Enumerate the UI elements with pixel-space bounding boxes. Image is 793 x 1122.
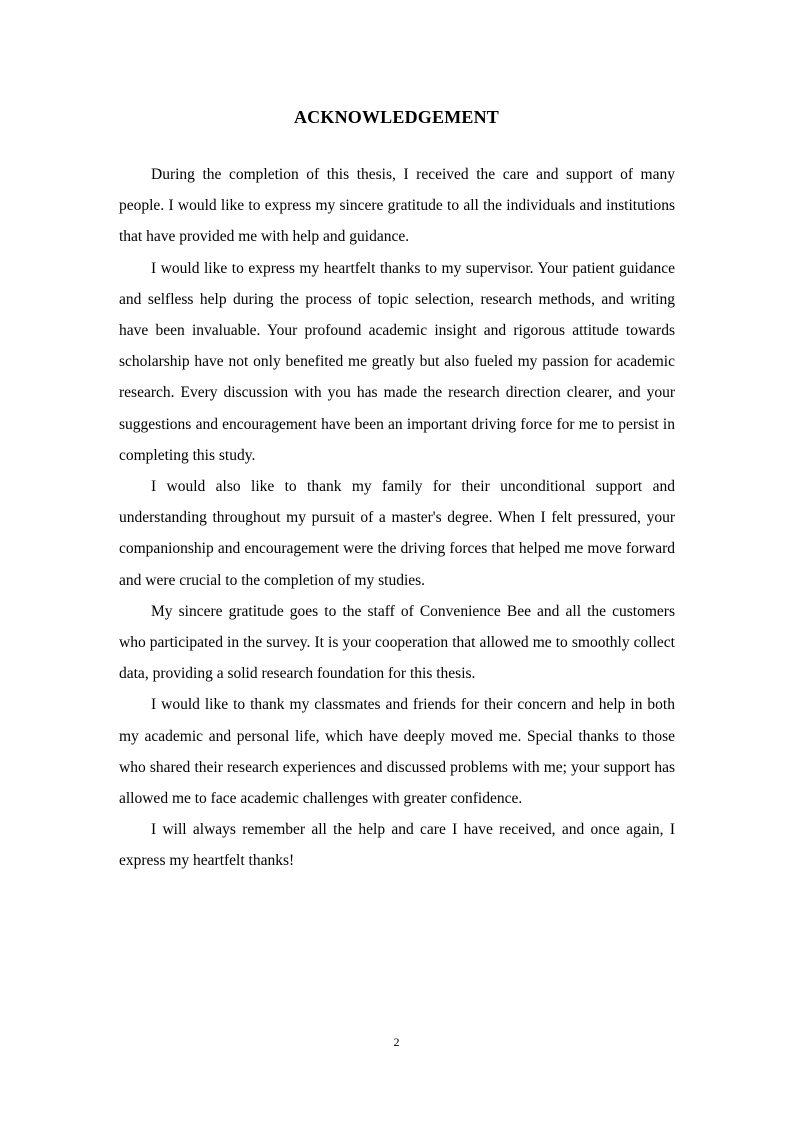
page-title: ACKNOWLEDGEMENT <box>293 107 500 127</box>
paragraph-4: My sincere gratitude goes to the staff of Convenience Bee and all the customers who participated in the survey. It is your cooperation that allowed me to smoothly collect data, providing a solid research foundation for this thesis. <box>119 602 675 683</box>
paragraph-2: I would like to express my heartfelt thanks to my supervisor. Your patient guidance and selfless help during the process of topic selection, research methods, and writing have been invaluable. Your profound academic insight and rigorous attitude towards scholarship have not only benefited me greatly but also fueled my passion for academic research. Every discussion with you has made the research direction clearer, and your suggestions and encouragement have been an important driving force for me to persist in completing this study. <box>119 259 675 464</box>
paragraph-3: I would also like to thank my family for their unconditional support and understanding throughout my pursuit of a master's degree. When I felt pressured, your companionship and encouragement were the driving forces that helped me move forward and were crucial to the completion of my studies. <box>119 478 675 589</box>
paragraph-1: During the completion of this thesis, I received the care and support of many people. I would like to express my sincere gratitude to all the individuals and institutions that have provided me with help and guidance. <box>119 166 675 246</box>
acknowledgement-body <box>119 159 675 877</box>
page-number: 2 <box>393 1035 400 1049</box>
paragraph-5: I would like to thank my classmates and friends for their concern and help in both my academic and personal life, which have deeply moved me. Special thanks to those who shared their research experiences and discussed problems with me; your support has allowed me to face academic challenges with greater confidence. <box>119 696 675 808</box>
paragraph-6: I will always remember all the help and care I have received, and once again, I express my heartfelt thanks! <box>119 821 675 870</box>
